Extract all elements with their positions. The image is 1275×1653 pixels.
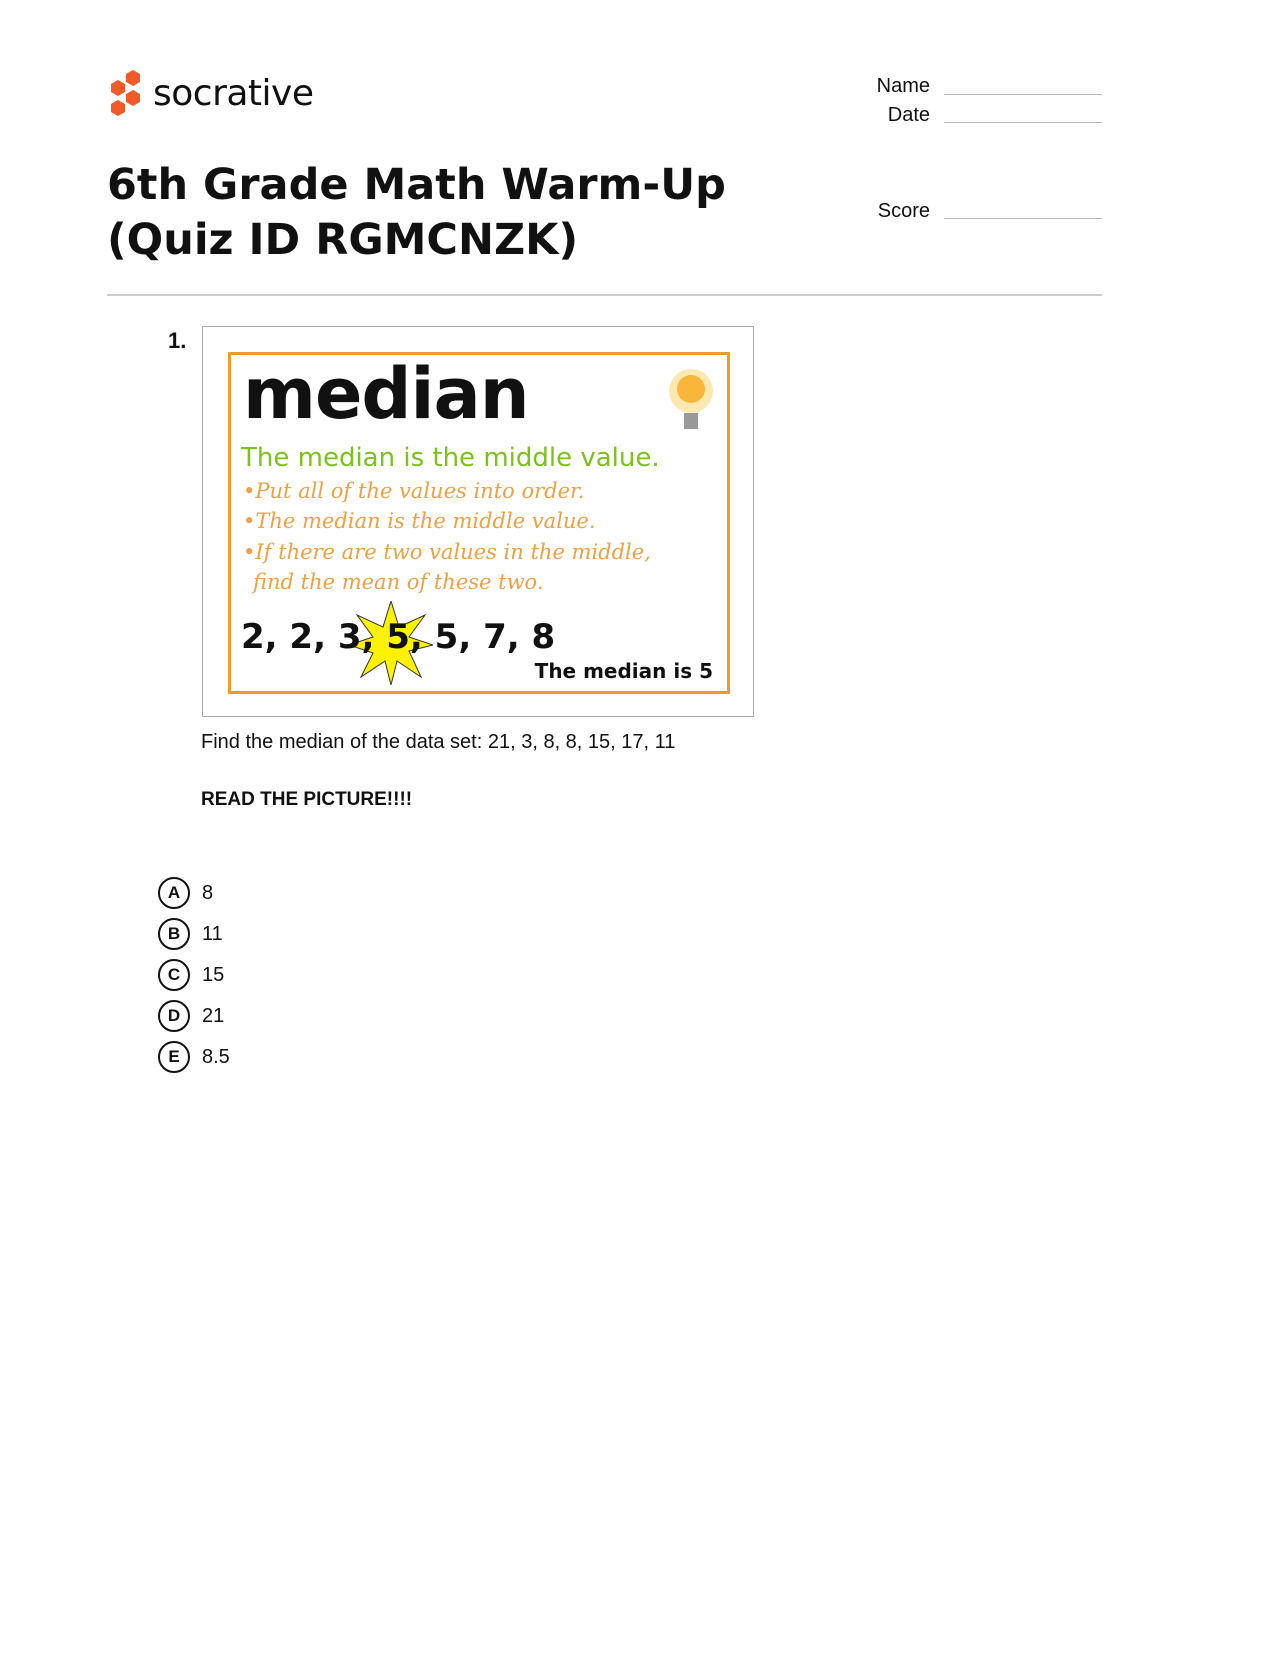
question-image [202, 326, 754, 717]
option-text: 8.5 [202, 1045, 230, 1068]
number-sequence [241, 617, 555, 657]
image-bullet: •Put all of the values into order. [243, 479, 585, 503]
option-c[interactable] [158, 959, 224, 991]
option-bubble[interactable]: E [158, 1041, 190, 1073]
page-title: 6th Grade Math Warm-Up (Quiz ID RGMCNZK) [107, 160, 726, 265]
sequence-before: 2, 2, 3, [241, 617, 375, 657]
option-d[interactable] [158, 1000, 224, 1032]
score-line [944, 218, 1102, 219]
option-bubble[interactable]: C [158, 959, 190, 991]
option-bubble[interactable]: B [158, 918, 190, 950]
option-text: 8 [202, 881, 214, 904]
image-conclusion: The median is 5 [534, 659, 713, 683]
name-label: Name [876, 75, 930, 97]
lightbulb-icon [665, 363, 717, 439]
option-bubble[interactable]: A [158, 877, 190, 909]
option-e[interactable] [158, 1041, 230, 1073]
image-heading: median [243, 353, 529, 435]
date-line [944, 122, 1102, 123]
score-label: Score [877, 200, 930, 222]
image-subtitle: The median is the middle value. [241, 443, 660, 473]
option-text: 11 [202, 922, 223, 945]
logo-text: socrative [153, 72, 314, 114]
option-a[interactable] [158, 877, 213, 909]
date-label: Date [887, 104, 930, 126]
question-text: Find the median of the data set: 21, 3, 8, 8, 15, 17, 11 [201, 731, 676, 753]
divider [107, 294, 1102, 296]
image-bullet: find the mean of these two. [253, 570, 544, 594]
sequence-after: 5, 7, 8 [434, 617, 556, 657]
option-bubble[interactable]: D [158, 1000, 190, 1032]
socrative-logo [107, 68, 314, 118]
hexagon-logo-icon [107, 68, 145, 118]
question-number: 1. [168, 328, 187, 353]
image-bullet: •If there are two values in the middle, [243, 540, 651, 564]
name-line [944, 94, 1102, 95]
option-text: 15 [202, 963, 225, 986]
option-text: 21 [202, 1004, 225, 1027]
image-bullet: •The median is the middle value. [243, 509, 596, 533]
sequence-highlight: 5, [386, 617, 423, 657]
option-b[interactable] [158, 918, 223, 950]
question-emphasis: READ THE PICTURE!!!! [201, 789, 413, 810]
